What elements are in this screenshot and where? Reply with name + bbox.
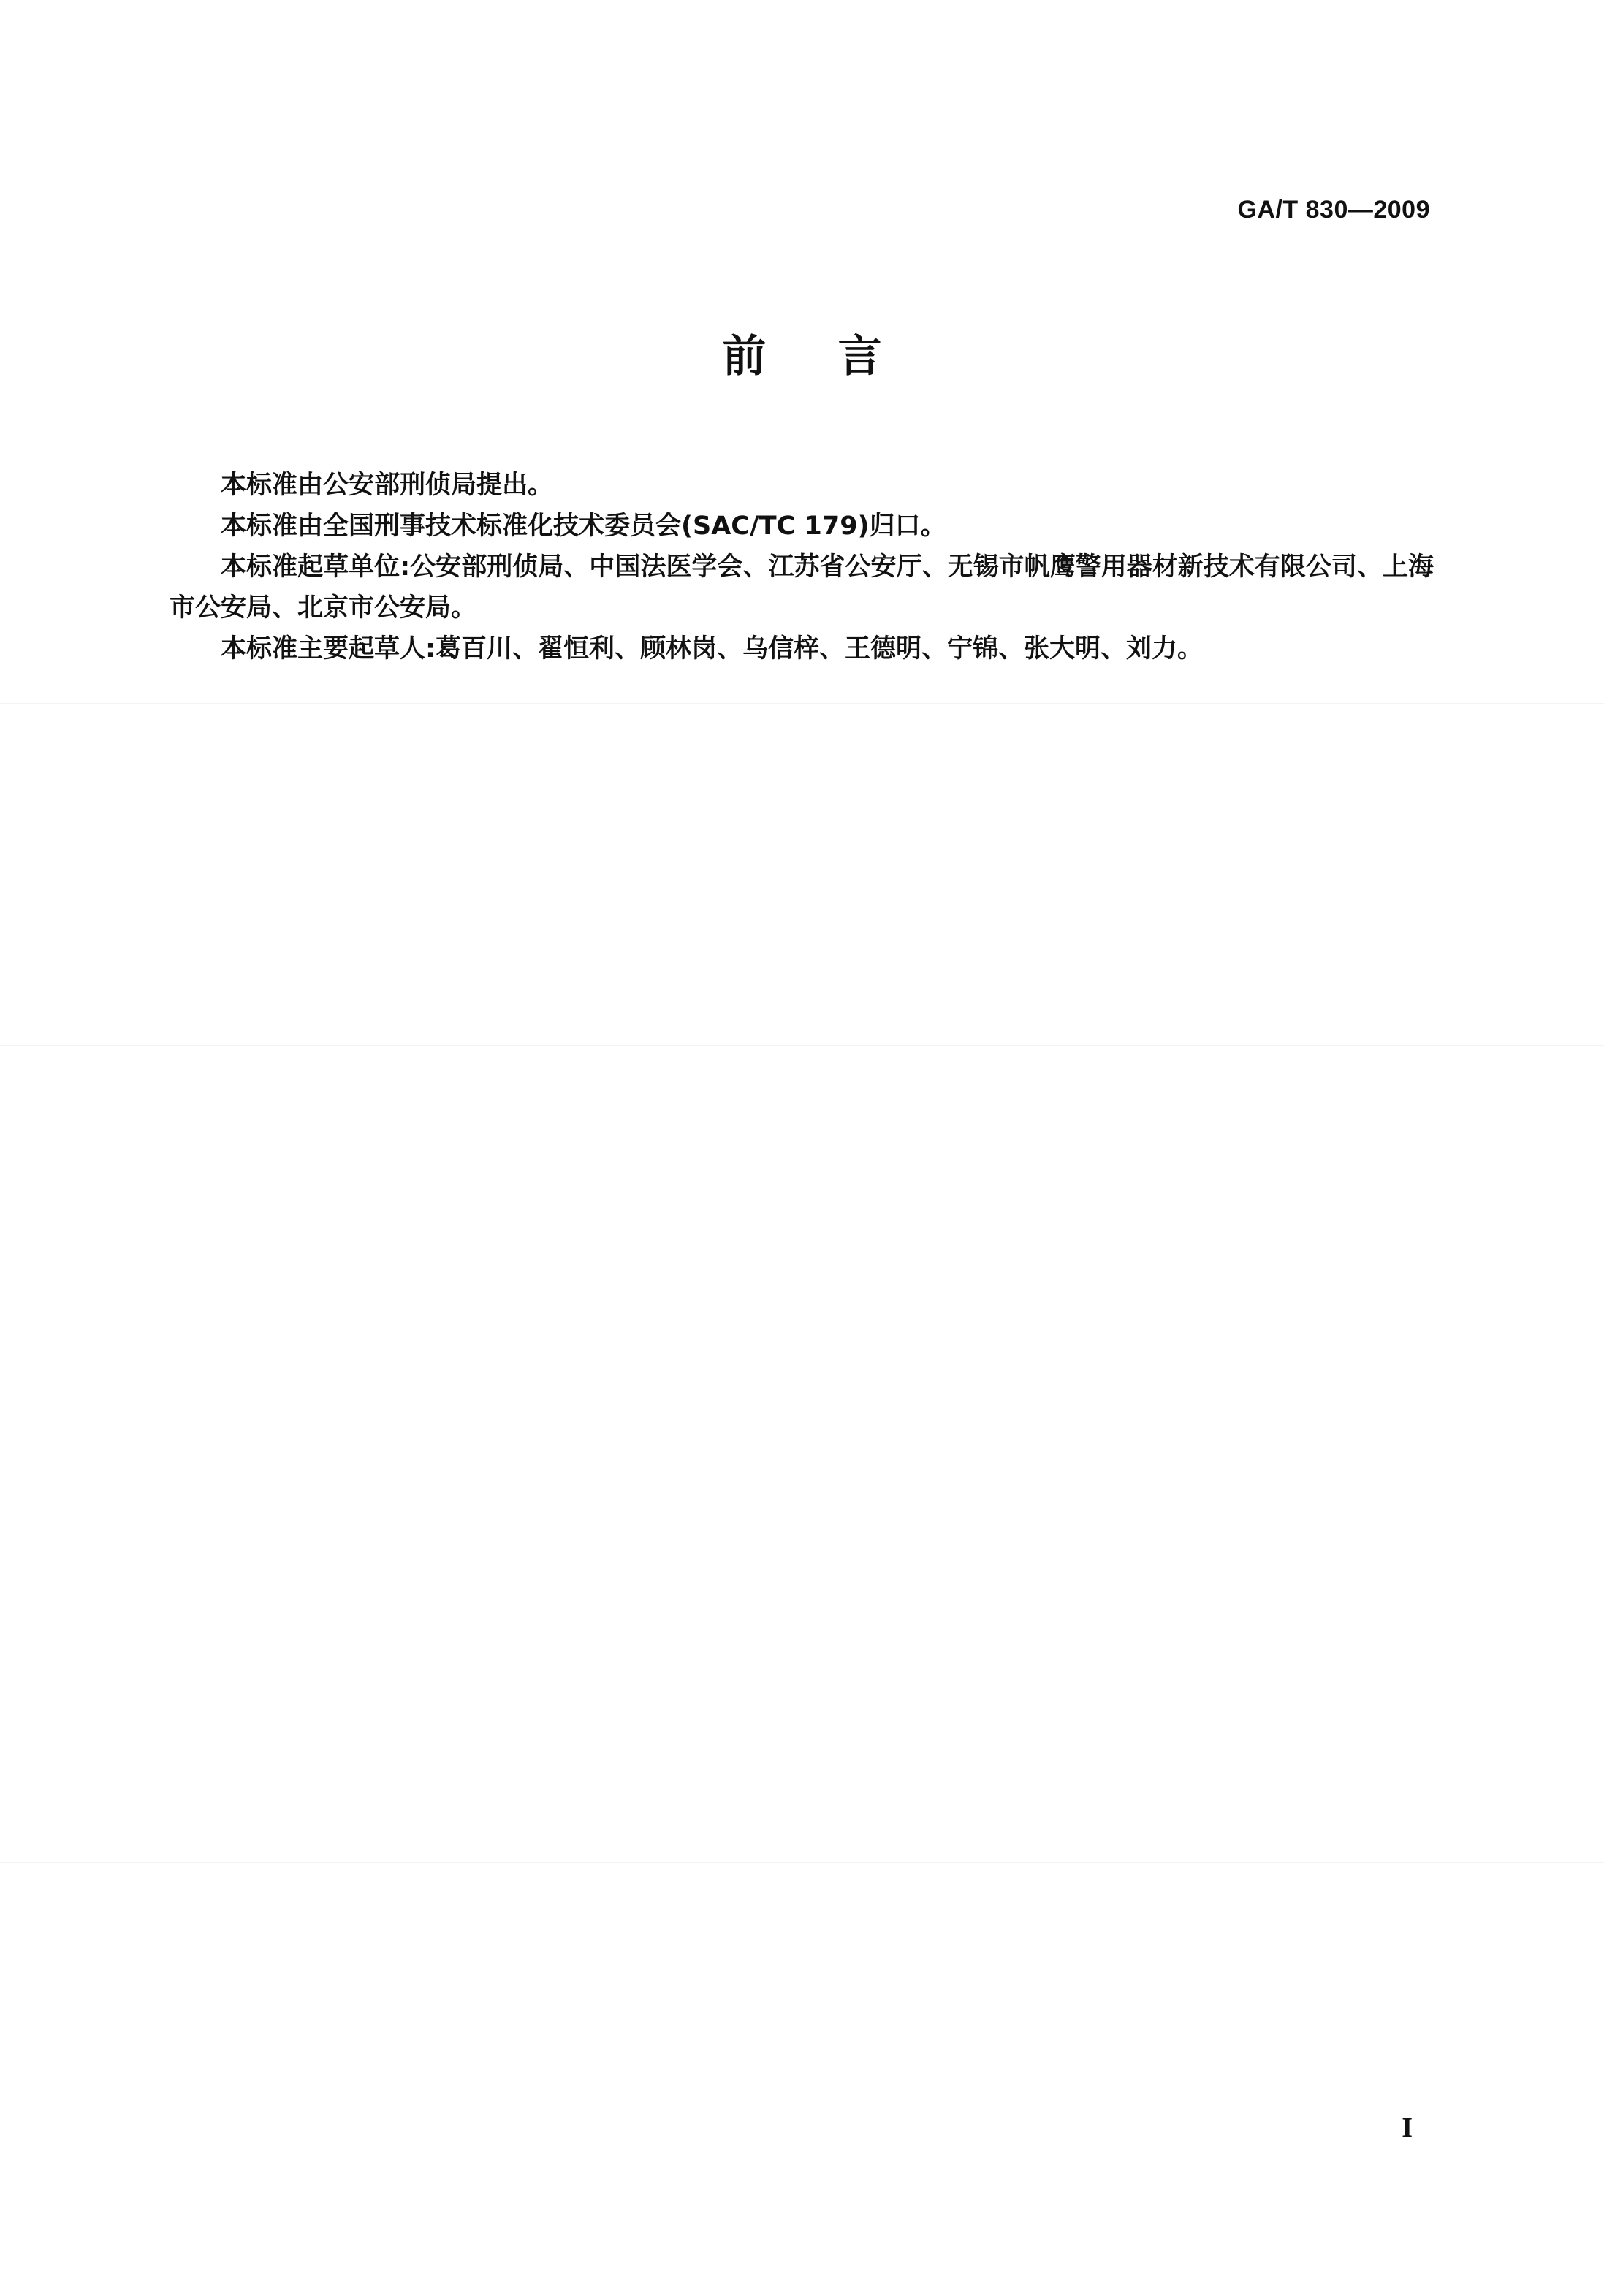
foreword-body (170, 465, 1434, 669)
paragraph-drafting-units: 本标准起草单位:公安部刑侦局、中国法医学会、江苏省公安厅、无锡市帆鹰警用器材新技术有限公司、上海市公安局、北京市公安局。 (170, 552, 1434, 623)
paragraph-drafters: 本标准主要起草人:葛百川、翟恒利、顾林岗、乌信梓、王德明、宁锦、张大明、刘力。 (221, 634, 1203, 664)
page-number: I (1402, 2113, 1413, 2143)
paragraph-committee: 本标准由全国刑事技术标准化技术委员会(SAC/TC 179)归口。 (221, 512, 946, 541)
standard-code: GA/T 830—2009 (1237, 196, 1430, 224)
scan-artifact-line (0, 1045, 1604, 1046)
scan-artifact-line (0, 703, 1604, 704)
paragraph-proposer: 本标准由公安部刑侦局提出。 (221, 471, 554, 500)
scan-artifact-line (0, 1862, 1604, 1863)
page-title: 前言 (722, 331, 954, 382)
